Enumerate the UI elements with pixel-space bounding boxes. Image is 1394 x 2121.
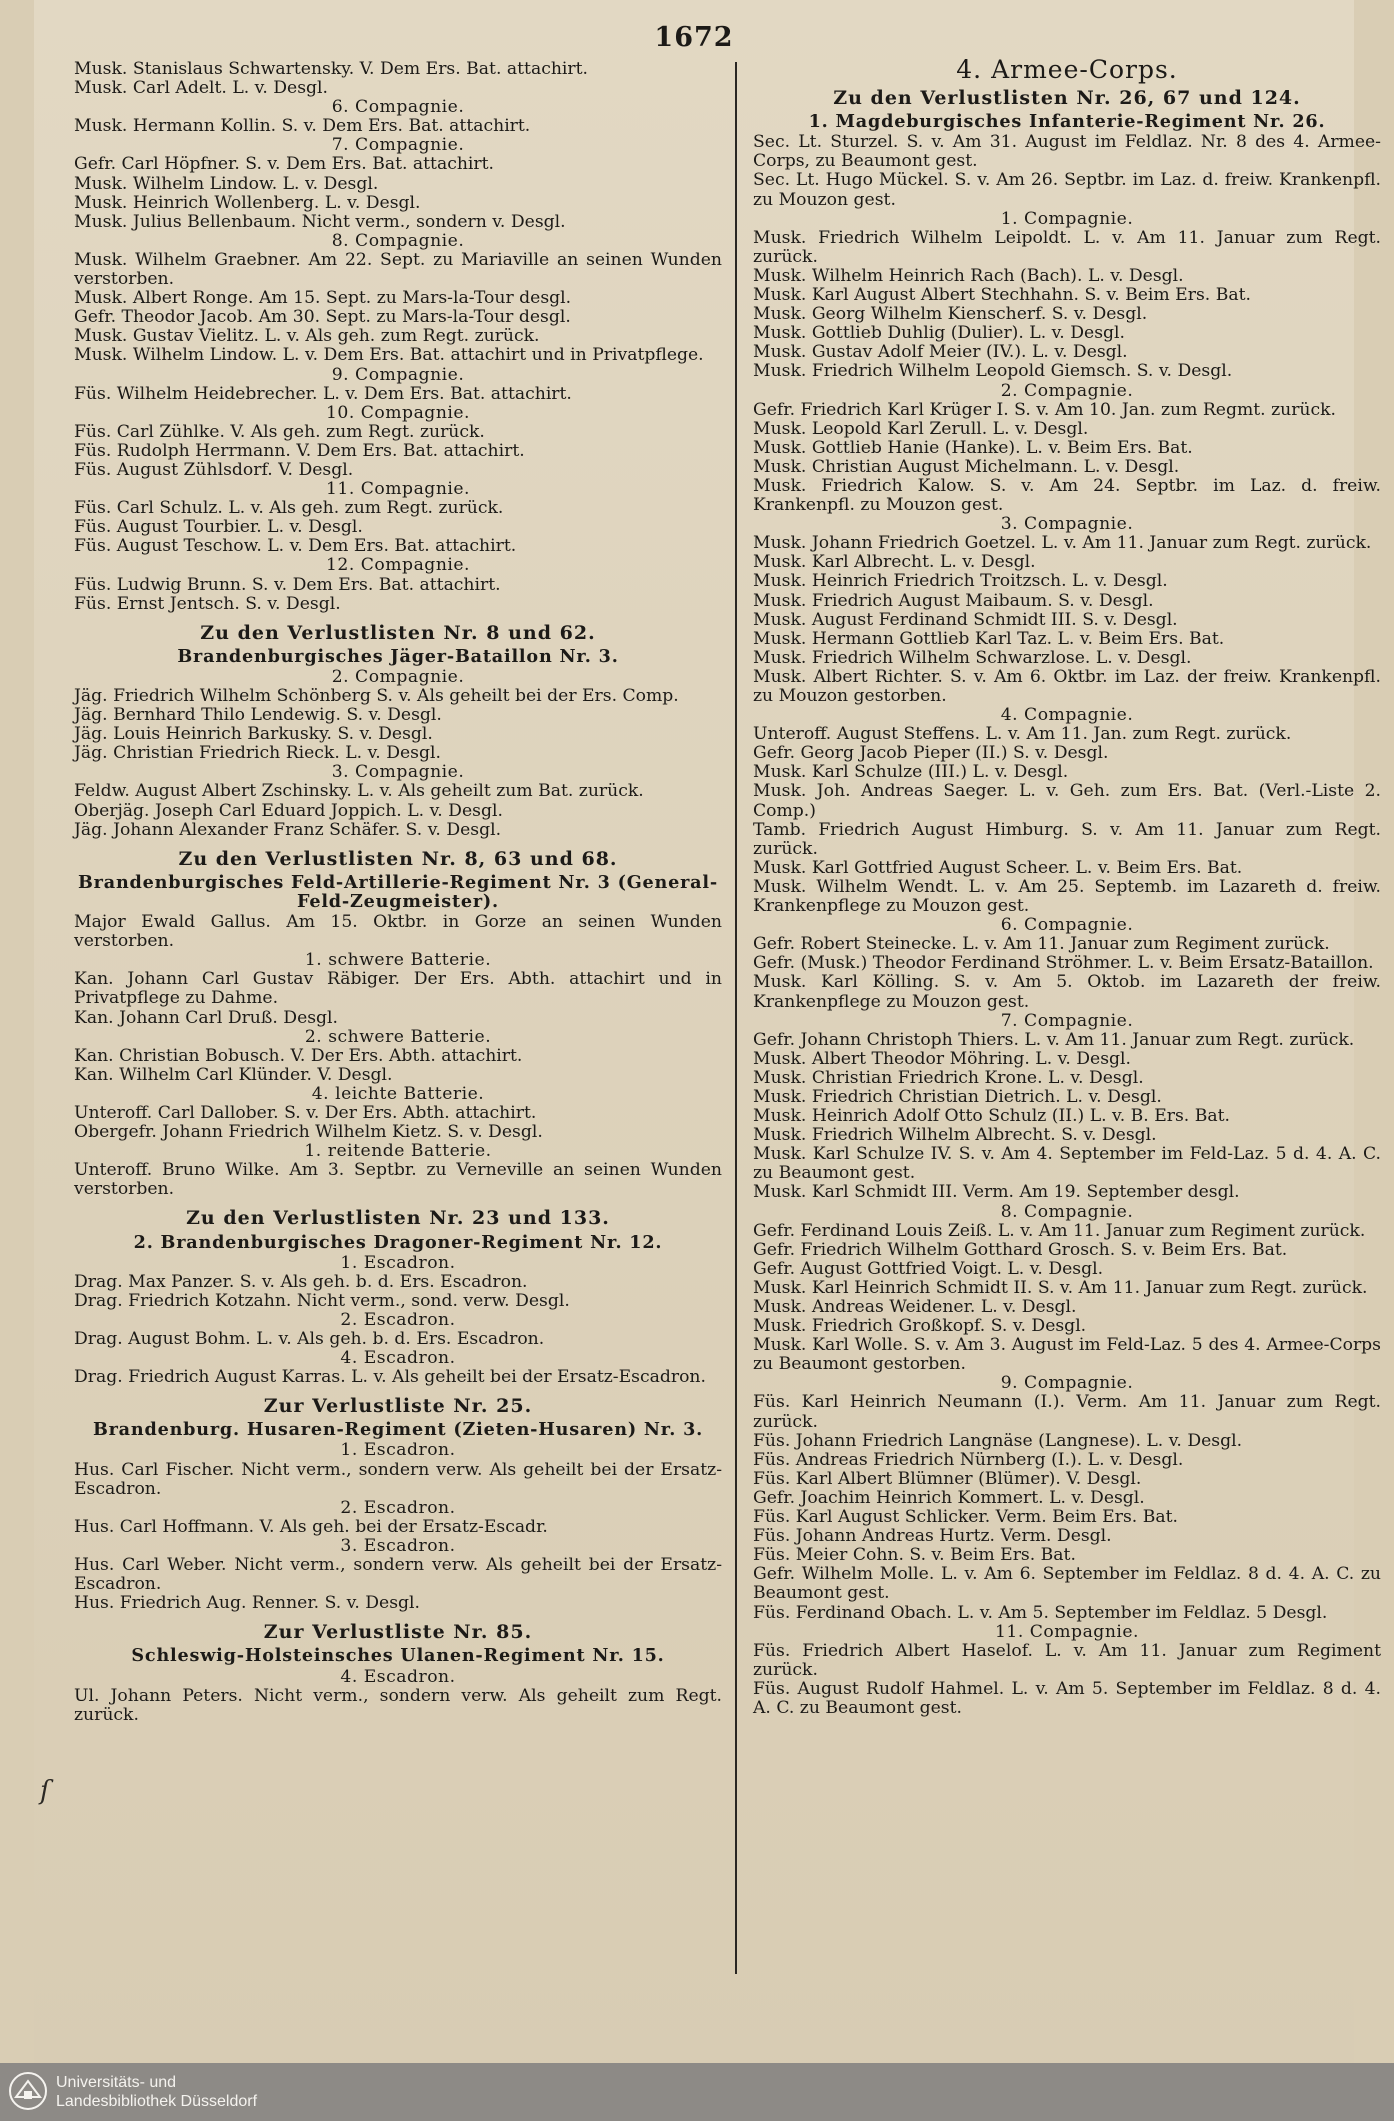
entry-line: Füs. Johann Andreas Hurtz. Verm. Desgl. [753, 1526, 1112, 1547]
subunit-heading: 3. Escadron. [340, 1535, 456, 1556]
entry-line: Musk. Gustav Adolf Meier (IV.). L. v. Desgl. [753, 342, 1128, 363]
entry-line: Gefr. August Gottfried Voigt. L. v. Desgl. [753, 1258, 1104, 1279]
entry-line: Gefr. Carl Höpfner. S. v. Dem Ers. Bat. attachirt. [74, 154, 494, 175]
entry-line: Hus. Carl Weber. Nicht verm., sondern verw. Als geheilt bei der Ersatz-Escadron. [74, 1555, 722, 1595]
entry-line: Musk. Wilhelm Heinrich Rach (Bach). L. v. Desgl. [753, 265, 1184, 286]
entry-line: Musk. Gottlieb Duhlig (Dulier). L. v. Desgl. [753, 323, 1125, 344]
loss-list-heading: Zu den Verlustlisten Nr. 8 und 62. [200, 621, 596, 644]
entry-line: Musk. Friedrich Wilhelm Leopold Giemsch. S. v. Desgl. [753, 361, 1233, 382]
subunit-heading: 6. Compagnie. [1000, 915, 1134, 936]
subunit-heading: 2. Escadron. [340, 1309, 456, 1330]
subunit-heading: 4. Compagnie. [1000, 705, 1134, 726]
entry-line: Füs. Andreas Friedrich Nürnberg (I.). L. v. Desgl. [753, 1449, 1184, 1470]
loss-list-heading: Zu den Verlustlisten Nr. 26, 67 und 124. [833, 87, 1301, 110]
entry-line: Füs. Meier Cohn. S. v. Beim Ers. Bat. [753, 1545, 1076, 1566]
subunit-heading: 7. Compagnie. [1000, 1010, 1134, 1031]
entry-line: Musk. Karl August Albert Stechhahn. S. v. Beim Ers. Bat. [753, 285, 1251, 306]
entry-line: Füs. Ferdinand Obach. L. v. Am 5. September im Feldlaz. 5 Desgl. [753, 1602, 1328, 1623]
entry-line: Füs. Karl Albert Blümner (Blümer). V. Desgl. [753, 1468, 1142, 1489]
document-page [34, 0, 1381, 2121]
subunit-heading: 8. Compagnie. [331, 230, 465, 251]
entry-line: Musk. Christian August Michelmann. L. v. Desgl. [753, 456, 1180, 477]
entry-line: Drag. Friedrich Kotzahn. Nicht verm., sond. verw. Desgl. [74, 1290, 570, 1311]
entry-line: Kan. Johann Carl Gustav Räbiger. Der Ers. Abth. attachirt und in Privatpflege zu Dahme. [74, 969, 722, 1009]
entry-line: Musk. Albert Ronge. Am 15. Sept. zu Mars-la-Tour desgl. [74, 288, 572, 309]
subunit-heading: 1. Escadron. [340, 1440, 456, 1461]
entry-line: Füs. Rudolph Herrmann. V. Dem Ers. Bat. attachirt. [74, 440, 525, 461]
subunit-heading: 3. Compagnie. [1000, 514, 1134, 535]
footer-line-2: Landesbibliothek Düsseldorf [56, 2093, 258, 2110]
entry-line: Musk. Julius Bellenbaum. Nicht verm., sondern v. Desgl. [74, 211, 566, 232]
entry-line: Musk. Friedrich Wilhelm Albrecht. S. v. Desgl. [753, 1125, 1157, 1146]
regiment-heading: 1. Magdeburgisches Infanterie-Regiment Nr. 26. [808, 111, 1326, 133]
regiment-heading: Brandenburgisches Jäger-Bataillon Nr. 3. [177, 645, 619, 667]
entry-line: Major Ewald Gallus. Am 15. Oktbr. in Gorze an seinen Wunden verstorben. [74, 912, 722, 952]
entry-line: Musk. Karl Schmidt III. Verm. Am 19. September desgl. [753, 1182, 1240, 1203]
regiment-heading: Brandenburg. Husaren-Regiment (Zieten-Husaren) Nr. 3. [92, 1419, 704, 1441]
entry-line: Drag. Friedrich August Karras. L. v. Als geheilt bei der Ersatz-Escadron. [74, 1367, 706, 1388]
subunit-heading: 11. Compagnie. [994, 1621, 1140, 1642]
entry-line: Musk. Christian Friedrich Krone. L. v. Desgl. [753, 1067, 1144, 1088]
subunit-heading: 4. Escadron. [340, 1666, 456, 1687]
subunit-heading: 12. Compagnie. [325, 555, 471, 576]
entry-line: Gefr. Theodor Jacob. Am 30. Sept. zu Mars-la-Tour desgl. [74, 307, 571, 328]
entry-line: Musk. Karl Schulze (III.) L. v. Desgl. [753, 762, 1069, 783]
loss-list-heading: Zur Verlustliste Nr. 25. [263, 1395, 533, 1418]
entry-line: Musk. Karl Albrecht. L. v. Desgl. [753, 552, 1036, 573]
subunit-heading: 3. Compagnie. [331, 762, 465, 783]
entry-line: Musk. Joh. Andreas Saeger. L. v. Geh. zum Ers. Bat. (Verl.-Liste 2. Comp.) [753, 781, 1381, 821]
entry-line: Obergefr. Johann Friedrich Wilhelm Kietz. S. v. Desgl. [74, 1122, 543, 1143]
entry-line: Musk. Karl Gottfried August Scheer. L. v. Beim Ers. Bat. [753, 857, 1243, 878]
entry-line: Musk. Carl Adelt. L. v. Desgl. [74, 78, 328, 99]
entry-line: Unteroff. August Steffens. L. v. Am 11. Jan. zum Regt. zurück. [753, 724, 1292, 745]
subunit-heading: 4. Escadron. [340, 1348, 456, 1369]
loss-list-heading: Zu den Verlustlisten Nr. 8, 63 und 68. [178, 847, 618, 870]
corps-title: 4. Armee-Corps. [956, 55, 1178, 84]
entry-line: Musk. Albert Richter. S. v. Am 6. Oktbr. im Laz. der freiw. Krankenpfl. zu Mouzon gestorben. [753, 666, 1381, 706]
entry-line: Musk. Karl Heinrich Schmidt II. S. v. Am 11. Januar zum Regt. zurück. [753, 1277, 1368, 1298]
entry-line: Musk. August Ferdinand Schmidt III. S. v. Desgl. [753, 609, 1178, 630]
entry-line: Drag. August Bohm. L. v. Als geh. b. d. Ers. Escadron. [74, 1329, 545, 1349]
right-column [753, 55, 1381, 1718]
entry-line: Unteroff. Bruno Wilke. Am 3. Septbr. zu Verneville an seinen Wunden verstorben. [74, 1160, 722, 1200]
footer-line-1: Universitäts- und [56, 2074, 177, 2091]
entry-line: Musk. Wilhelm Wendt. L. v. Am 25. Septemb. im Lazareth d. freiw. Krankenpflege zu Mouzon gest. [753, 876, 1381, 917]
entry-line: Füs. August Zühlsdorf. V. Desgl. [74, 459, 354, 480]
entry-line: Musk. Friedrich Großkopf. S. v. Desgl. [753, 1316, 1087, 1337]
entry-line: Gefr. Ferdinand Louis Zeiß. L. v. Am 11. Januar zum Regiment zurück. [753, 1220, 1366, 1241]
regiment-heading: Schleswig-Holsteinsches Ulanen-Regiment Nr. 15. [131, 1645, 665, 1667]
entry-line: Musk. Albert Theodor Möhring. L. v. Desgl. [753, 1048, 1131, 1069]
entry-line: Musk. Heinrich Friedrich Troitzsch. L. v. Desgl. [753, 571, 1168, 592]
subunit-heading: 9. Compagnie. [1000, 1373, 1134, 1394]
entry-line: Füs. Carl Zühlke. V. Als geh. zum Regt. zurück. [74, 421, 485, 442]
loss-list-heading: Zur Verlustliste Nr. 85. [263, 1621, 533, 1644]
entry-line: Musk. Heinrich Adolf Otto Schulz (II.) L. v. B. Ers. Bat. [753, 1106, 1230, 1127]
subunit-heading: 11. Compagnie. [325, 479, 471, 500]
entry-line: Jäg. Christian Friedrich Rieck. L. v. Desgl. [74, 743, 441, 764]
subunit-heading: 4. leichte Batterie. [311, 1083, 485, 1104]
entry-line: Füs. August Teschow. L. v. Dem Ers. Bat. attachirt. [74, 536, 517, 557]
entry-line: Füs. Friedrich Albert Haselof. L. v. Am 11. Januar zum Regiment zurück. [753, 1640, 1381, 1680]
entry-line: Füs. Karl August Schlicker. Verm. Beim Ers. Bat. [753, 1507, 1178, 1528]
subunit-heading: 2. Compagnie. [331, 666, 465, 687]
entry-line: Musk. Friedrich Wilhelm Schwarzlose. L. v. Desgl. [753, 647, 1192, 668]
entry-line: Drag. Max Panzer. S. v. Als geh. b. d. Ers. Escadron. [74, 1271, 528, 1292]
entry-line: Füs. Wilhelm Heidebrecher. L. v. Dem Ers. Bat. attachirt. [74, 383, 572, 404]
entry-line: Tamb. Friedrich August Himburg. S. v. Am 11. Januar zum Regt. zurück. [753, 819, 1381, 859]
entry-line: Jäg. Bernhard Thilo Lendewig. S. v. Desgl. [74, 705, 442, 726]
entry-line: Musk. Gottlieb Hanie (Hanke). L. v. Beim Ers. Bat. [753, 437, 1193, 458]
entry-line: Musk. Hermann Kollin. S. v. Dem Ers. Bat. attachirt. [74, 116, 531, 137]
entry-line: Gefr. Joachim Heinrich Kommert. L. v. Desgl. [753, 1487, 1145, 1508]
regiment-heading: Brandenburgisches Feld-Artillerie-Regiment Nr. 3 (General-Feld-Zeugmeister). [78, 871, 718, 912]
entry-line: Ul. Johann Peters. Nicht verm., sondern verw. Als geheilt zum Regt. zurück. [74, 1685, 722, 1725]
entry-line: Gefr. Wilhelm Molle. L. v. Am 6. September im Feldlaz. 8 d. 4. A. C. zu Beaumont gest. [753, 1564, 1381, 1604]
entry-line: Jäg. Johann Alexander Franz Schäfer. S. v. Desgl. [74, 819, 502, 840]
entry-line: Gefr. Friedrich Karl Krüger I. S. v. Am 10. Jan. zum Regmt. zurück. [753, 399, 1336, 420]
entry-line: Füs. Karl Heinrich Neumann (I.). Verm. Am 11. Januar zum Regt. zurück. [753, 1392, 1381, 1432]
regiment-heading: 2. Brandenburgisches Dragoner-Regiment Nr. 12. [133, 1231, 663, 1253]
subunit-heading: 1. Escadron. [340, 1252, 456, 1273]
entry-line: Füs. August Rudolf Hahmel. L. v. Am 5. September im Feldlaz. 8 d. 4. A. C. zu Beaumont gest. [753, 1678, 1381, 1718]
entry-line: Jäg. Louis Heinrich Barkusky. S. v. Desgl. [74, 724, 433, 745]
entry-line: Unteroff. Carl Dallober. S. v. Der Ers. Abth. attachirt. [74, 1102, 537, 1123]
entry-line: Kan. Wilhelm Carl Klünder. V. Desgl. [74, 1064, 393, 1085]
entry-line: Musk. Karl Kölling. S. v. Am 5. Oktob. im Lazareth der freiw. Krankenpflege zu Mouzon gest. [753, 972, 1381, 1012]
entry-line: Musk. Friedrich Wilhelm Leipoldt. L. v. Am 11. Januar zum Regt. zurück. [753, 227, 1381, 267]
entry-line: Musk. Stanislaus Schwartensky. V. Dem Ers. Bat. attachirt. [74, 59, 588, 79]
subunit-heading: 8. Compagnie. [1000, 1201, 1134, 1222]
entry-line: Musk. Wilhelm Lindow. L. v. Desgl. [74, 173, 379, 194]
entry-line: Musk. Karl Schulze IV. S. v. Am 4. September im Feld-Laz. 5 d. 4. A. C. zu Beaumont gest. [753, 1144, 1381, 1184]
entry-line: Hus. Friedrich Aug. Renner. S. v. Desgl. [74, 1593, 420, 1614]
entry-line: Musk. Friedrich Christian Dietrich. L. v. Desgl. [753, 1086, 1162, 1107]
entry-line: Gefr. (Musk.) Theodor Ferdinand Ströhmer. L. v. Beim Ersatz-Bataillon. [753, 953, 1374, 974]
library-logo-icon [8, 2071, 48, 2111]
entry-line: Sec. Lt. Hugo Mückel. S. v. Am 26. Septbr. im Laz. d. freiw. Krankenpfl. zu Mouzon gest. [753, 170, 1381, 210]
entry-line: Musk. Wilhelm Graebner. Am 22. Sept. zu Mariaville an seinen Wunden verstorben. [74, 249, 722, 290]
entry-line: Hus. Carl Fischer. Nicht verm., sondern verw. Als geheilt bei der Ersatz-Escadron. [74, 1459, 722, 1499]
page-number: 1672 [654, 22, 734, 53]
entry-line: Musk. Friedrich Kalow. S. v. Am 24. Septbr. im Laz. d. freiw. Krankenpfl. zu Mouzon gest. [753, 475, 1381, 516]
subunit-heading: 2. schwere Batterie. [304, 1026, 492, 1047]
entry-line: Gefr. Johann Christoph Thiers. L. v. Am 11. Januar zum Regt. zurück. [753, 1029, 1355, 1050]
subunit-heading: 6. Compagnie. [331, 97, 465, 118]
entry-line: Musk. Andreas Weidener. L. v. Desgl. [753, 1297, 1077, 1317]
subunit-heading: 1. schwere Batterie. [304, 950, 492, 971]
entry-line: Sec. Lt. Sturzel. S. v. Am 31. August im Feldlaz. Nr. 8 des 4. Armee-Corps, zu Beaumont gest. [753, 132, 1381, 172]
entry-line: Gefr. Robert Steinecke. L. v. Am 11. Januar zum Regiment zurück. [753, 934, 1330, 955]
entry-line: Musk. Karl Wolle. S. v. Am 3. August im Feld-Laz. 5 des 4. Armee-Corps zu Beaumont gestorben. [753, 1335, 1381, 1375]
entry-line: Füs. Ludwig Brunn. S. v. Dem Ers. Bat. attachirt. [74, 574, 501, 595]
loss-list-heading: Zu den Verlustlisten Nr. 23 und 133. [186, 1207, 610, 1230]
entry-line: Jäg. Friedrich Wilhelm Schönberg S. v. Als geheilt bei der Ers. Comp. [74, 686, 679, 706]
entry-line: Kan. Christian Bobusch. V. Der Ers. Abth. attachirt. [74, 1045, 523, 1066]
entry-line: Hus. Carl Hoffmann. V. Als geh. bei der Ersatz-Escadr. [74, 1516, 548, 1537]
entry-line: Kan. Johann Carl Druß. Desgl. [74, 1007, 339, 1028]
entry-line: Musk. Hermann Gottlieb Karl Taz. L. v. Beim Ers. Bat. [753, 628, 1225, 649]
handwritten-mark: ſ [40, 1776, 50, 1806]
subunit-heading: 2. Escadron. [340, 1497, 456, 1518]
entry-line: Füs. Johann Friedrich Langnäse (Langnese). L. v. Desgl. [753, 1430, 1243, 1451]
subunit-heading: 10. Compagnie. [325, 402, 471, 423]
entry-line: Füs. August Tourbier. L. v. Desgl. [74, 517, 363, 538]
subunit-heading: 1. reitende Batterie. [304, 1141, 492, 1162]
subunit-heading: 7. Compagnie. [331, 135, 465, 156]
subunit-heading: 2. Compagnie. [1000, 380, 1134, 401]
entry-line: Füs. Carl Schulz. L. v. Als geh. zum Regt. zurück. [74, 498, 504, 519]
entry-line: Musk. Johann Friedrich Goetzel. L. v. Am 11. Januar zum Regt. zurück. [753, 533, 1372, 554]
entry-line: Gefr. Friedrich Wilhelm Gotthard Grosch. S. v. Beim Ers. Bat. [753, 1239, 1288, 1260]
subunit-heading: 1. Compagnie. [1000, 208, 1134, 229]
entry-line: Musk. Friedrich August Maibaum. S. v. Desgl. [753, 590, 1154, 611]
entry-line: Feldw. August Albert Zschinsky. L. v. Als geheilt zum Bat. zurück. [74, 781, 644, 802]
entry-line: Musk. Georg Wilhelm Kienscherf. S. v. Desgl. [753, 304, 1148, 325]
entry-line: Musk. Heinrich Wollenberg. L. v. Desgl. [74, 192, 421, 213]
left-column [74, 60, 722, 1725]
entry-line: Musk. Wilhelm Lindow. L. v. Dem Ers. Bat. attachirt und in Privatpflege. [74, 345, 704, 366]
library-footer [0, 2063, 1394, 2121]
entry-line: Musk. Leopold Karl Zerull. L. v. Desgl. [753, 418, 1089, 439]
entry-line: Füs. Ernst Jentsch. S. v. Desgl. [74, 593, 341, 614]
column-divider [735, 62, 737, 1974]
subunit-heading: 9. Compagnie. [331, 364, 465, 385]
entry-line: Gefr. Georg Jacob Pieper (II.) S. v. Desgl. [753, 743, 1109, 764]
entry-line: Oberjäg. Joseph Carl Eduard Joppich. L. v. Desgl. [74, 800, 503, 821]
entry-line: Musk. Gustav Vielitz. L. v. Als geh. zum Regt. zurück. [74, 326, 540, 347]
